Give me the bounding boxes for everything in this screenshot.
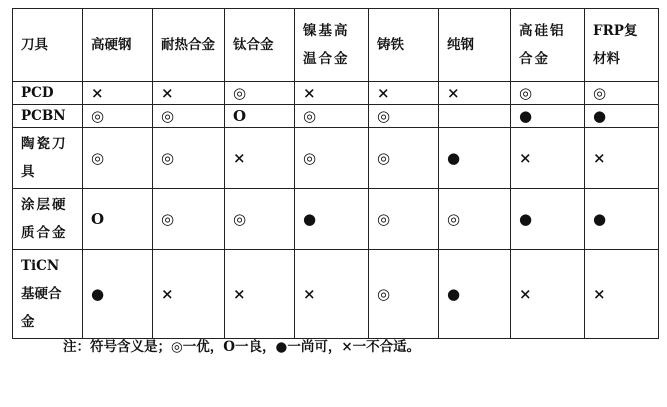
table-row [13, 128, 659, 189]
rating-cell: ● [83, 250, 153, 339]
rating-cell: × [511, 250, 585, 339]
rating-cell: O [225, 105, 295, 128]
rating-cell: × [585, 128, 659, 189]
tool-name: 涂层硬质合金 [13, 189, 83, 250]
rating-cell: ◎ [439, 189, 511, 250]
tool-name: PCD [13, 82, 83, 105]
header-row [13, 9, 659, 82]
rating-cell: ◎ [369, 105, 439, 128]
rating-cell: × [439, 82, 511, 105]
rating-cell: ◎ [585, 82, 659, 105]
rating-cell: × [511, 128, 585, 189]
rating-cell: ◎ [225, 189, 295, 250]
table-row [13, 250, 659, 339]
header-material: 纯钢 [439, 9, 511, 82]
tool-name: TiCN 基硬合金 [13, 250, 83, 339]
rating-cell: ● [439, 128, 511, 189]
rating-cell: ◎ [511, 82, 585, 105]
rating-cell [439, 105, 511, 128]
header-material: 高硅铝合金 [511, 9, 585, 82]
rating-cell: ● [585, 189, 659, 250]
rating-cell: ◎ [83, 105, 153, 128]
rating-cell: ◎ [295, 128, 369, 189]
rating-cell: × [369, 82, 439, 105]
header-material: 镍基高温合金 [295, 9, 369, 82]
rating-cell: × [295, 250, 369, 339]
table-row [13, 105, 659, 128]
rating-cell: ● [439, 250, 511, 339]
tool-material-table [12, 8, 659, 339]
rating-cell: ◎ [225, 82, 295, 105]
symbol-legend-note: 注：符号含义是；◎一优，O一良，●一尚可，×一不合适。 [63, 339, 421, 355]
tool-name: PCBN [13, 105, 83, 128]
header-material: 高硬钢 [83, 9, 153, 82]
rating-cell: ● [295, 189, 369, 250]
rating-cell: × [83, 82, 153, 105]
rating-cell: ◎ [369, 250, 439, 339]
rating-cell: × [295, 82, 369, 105]
header-material: FRP复材料 [585, 9, 659, 82]
rating-cell: O [83, 189, 153, 250]
table-row [13, 189, 659, 250]
rating-cell: ● [511, 105, 585, 128]
header-material: 钛合金 [225, 9, 295, 82]
rating-cell: ● [511, 189, 585, 250]
rating-cell: ◎ [153, 189, 225, 250]
rating-cell: ◎ [369, 128, 439, 189]
tool-name: 陶瓷刀具 [13, 128, 83, 189]
rating-cell: ◎ [295, 105, 369, 128]
rating-cell: ◎ [153, 105, 225, 128]
table-row [13, 82, 659, 105]
rating-cell: × [585, 250, 659, 339]
rating-cell: ◎ [83, 128, 153, 189]
rating-cell: × [153, 250, 225, 339]
rating-cell: × [153, 82, 225, 105]
rating-cell: ◎ [153, 128, 225, 189]
rating-cell: × [225, 250, 295, 339]
rating-cell: ◎ [369, 189, 439, 250]
header-tool: 刀具 [13, 9, 83, 82]
header-material: 铸铁 [369, 9, 439, 82]
header-material: 耐热合金 [153, 9, 225, 82]
rating-cell: ● [585, 105, 659, 128]
rating-cell: × [225, 128, 295, 189]
